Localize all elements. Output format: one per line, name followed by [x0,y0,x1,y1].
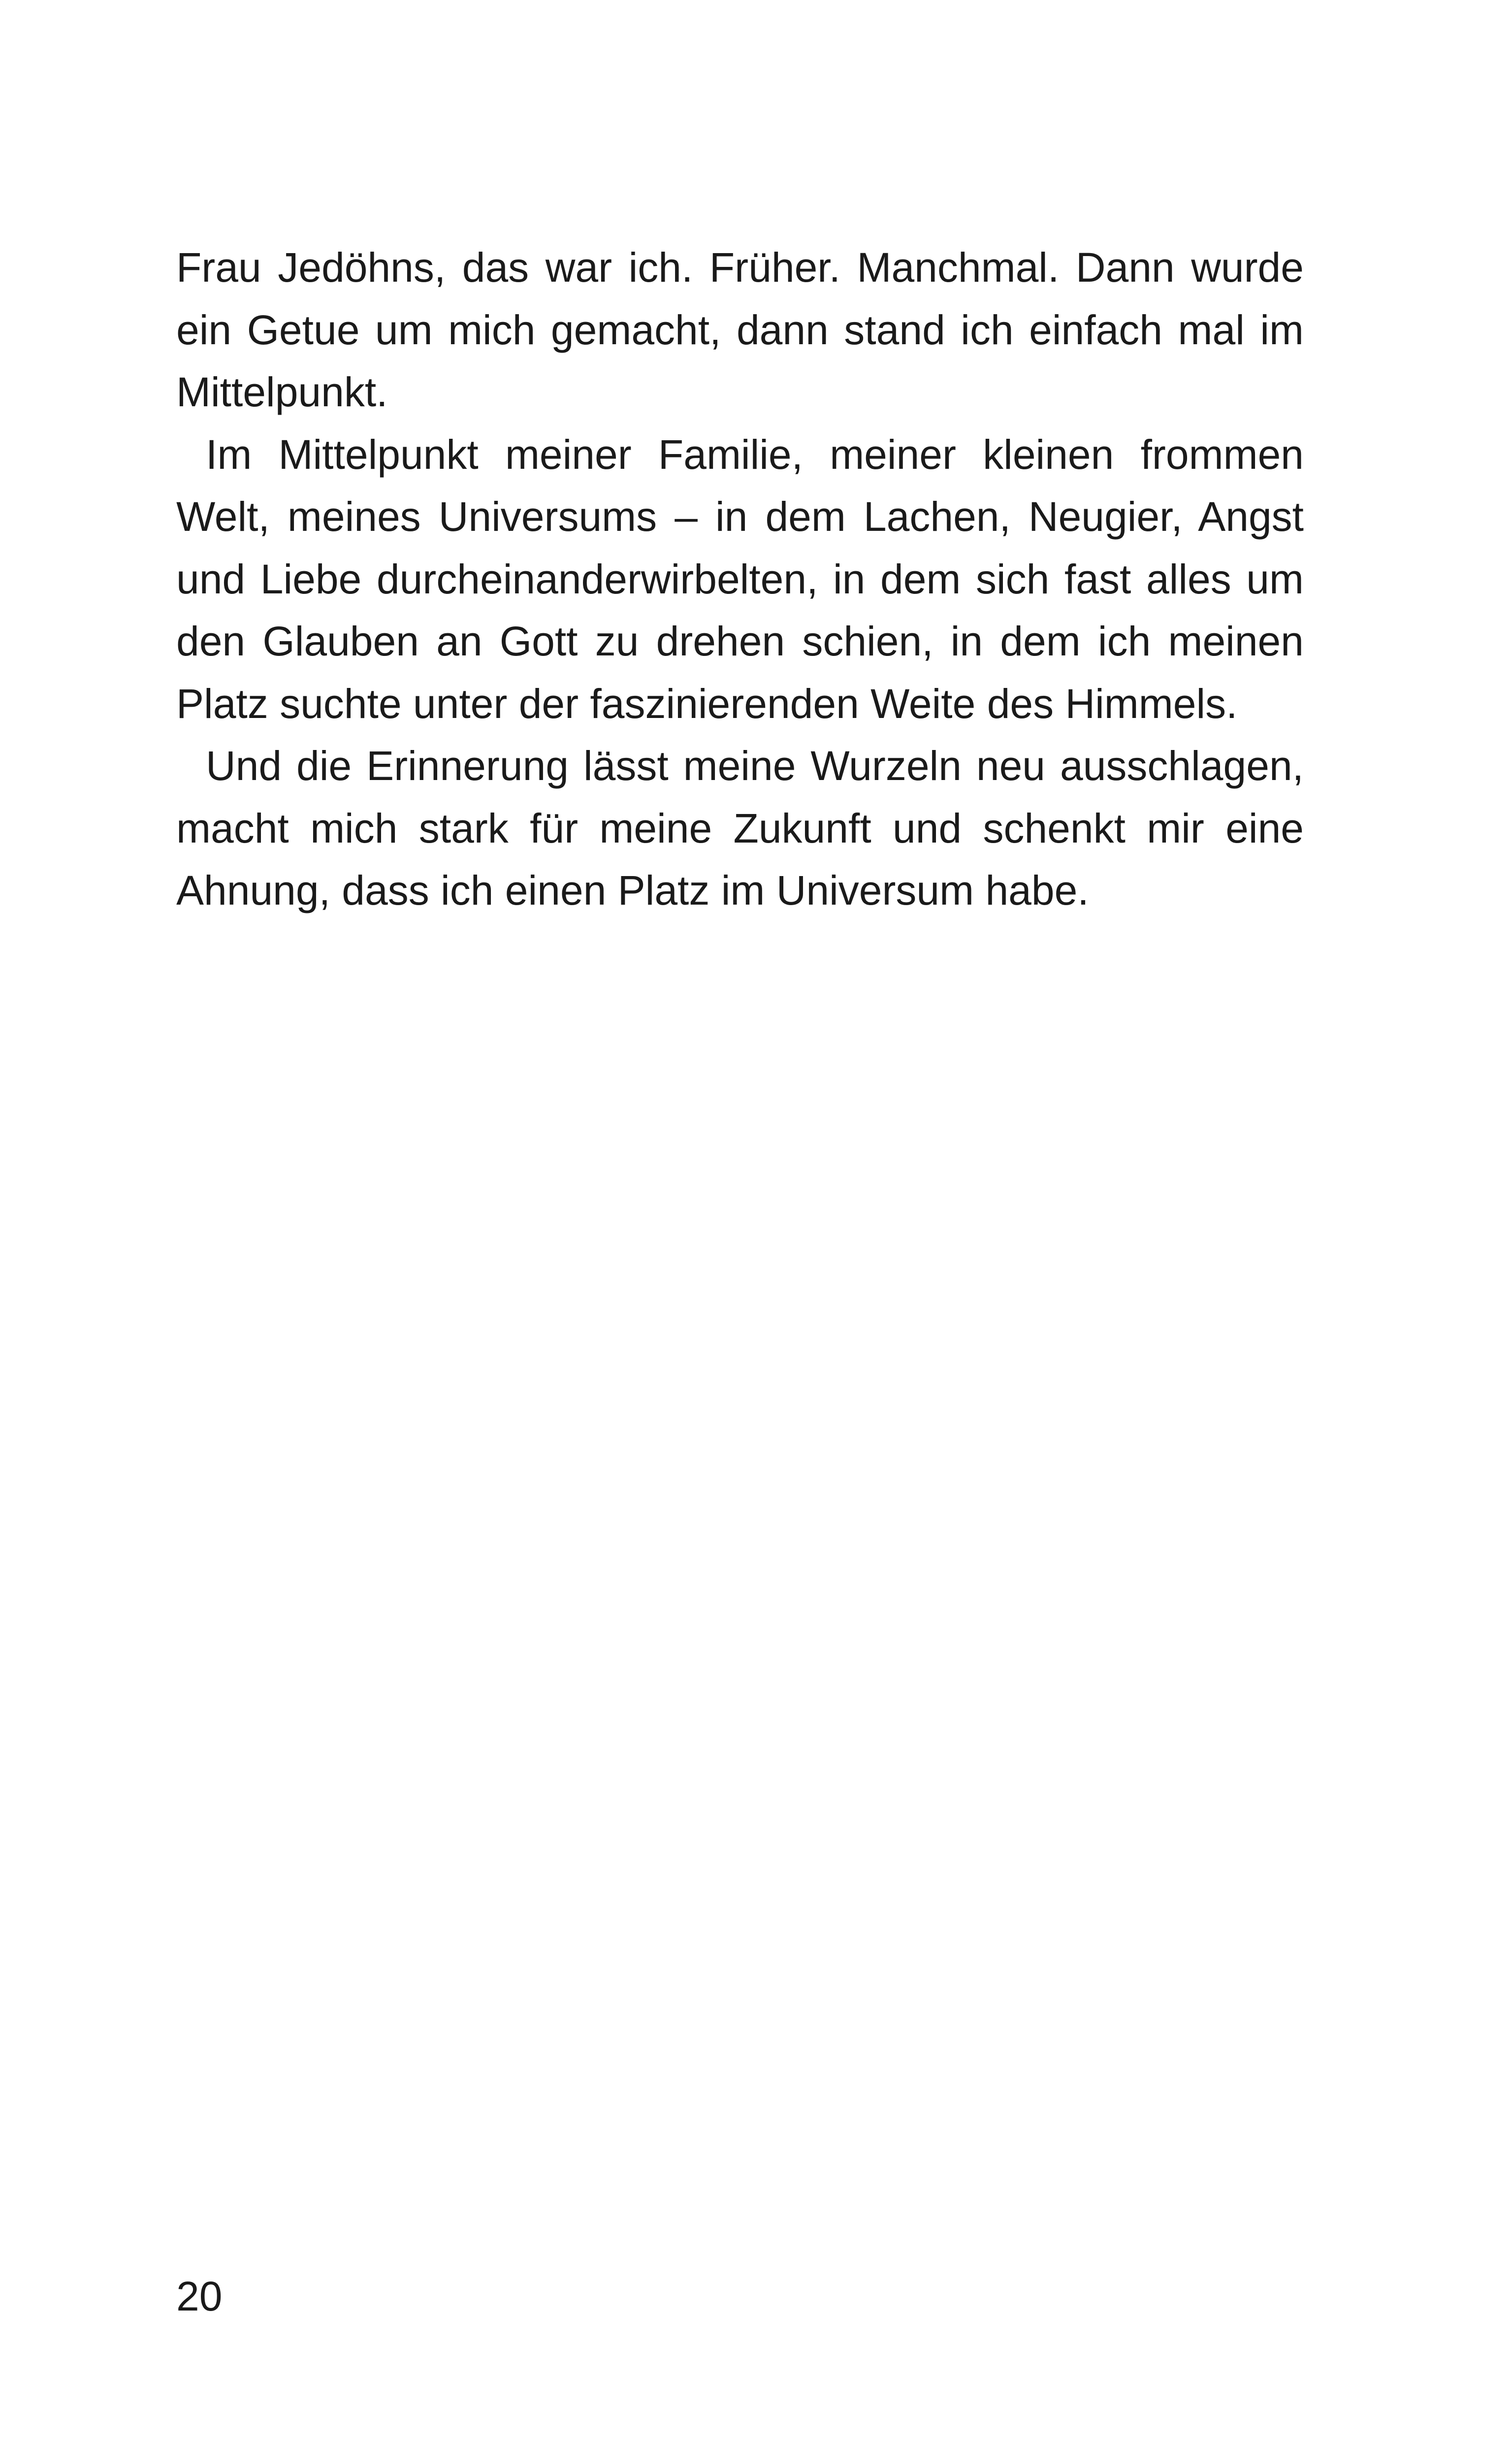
page-number: 20 [176,2273,223,2319]
paragraph-2: Im Mittelpunkt meiner Familie, meiner kleinen frommen Welt, meines Universums – in dem Lachen, Neugier, Angst und Liebe durcheinanderwirbelten, in dem sich fast alles um den Glauben an Gott zu drehen schien, in dem ich meinen Platz suchte unter der faszinierenden Weite des Himmels. [176,431,1304,727]
body-text [176,236,1304,922]
paragraph-1: Frau Jedöhns, das war ich. Früher. Manchmal. Dann wurde ein Getue um mich gemacht, dann stand ich einfach mal im Mittelpunkt. [176,244,1304,415]
paragraph-3: Und die Erinnerung lässt meine Wurzeln neu ausschlagen, macht mich stark für meine Zukunft und schenkt mir eine Ahnung, dass ich einen Platz im Universum habe. [176,743,1304,913]
